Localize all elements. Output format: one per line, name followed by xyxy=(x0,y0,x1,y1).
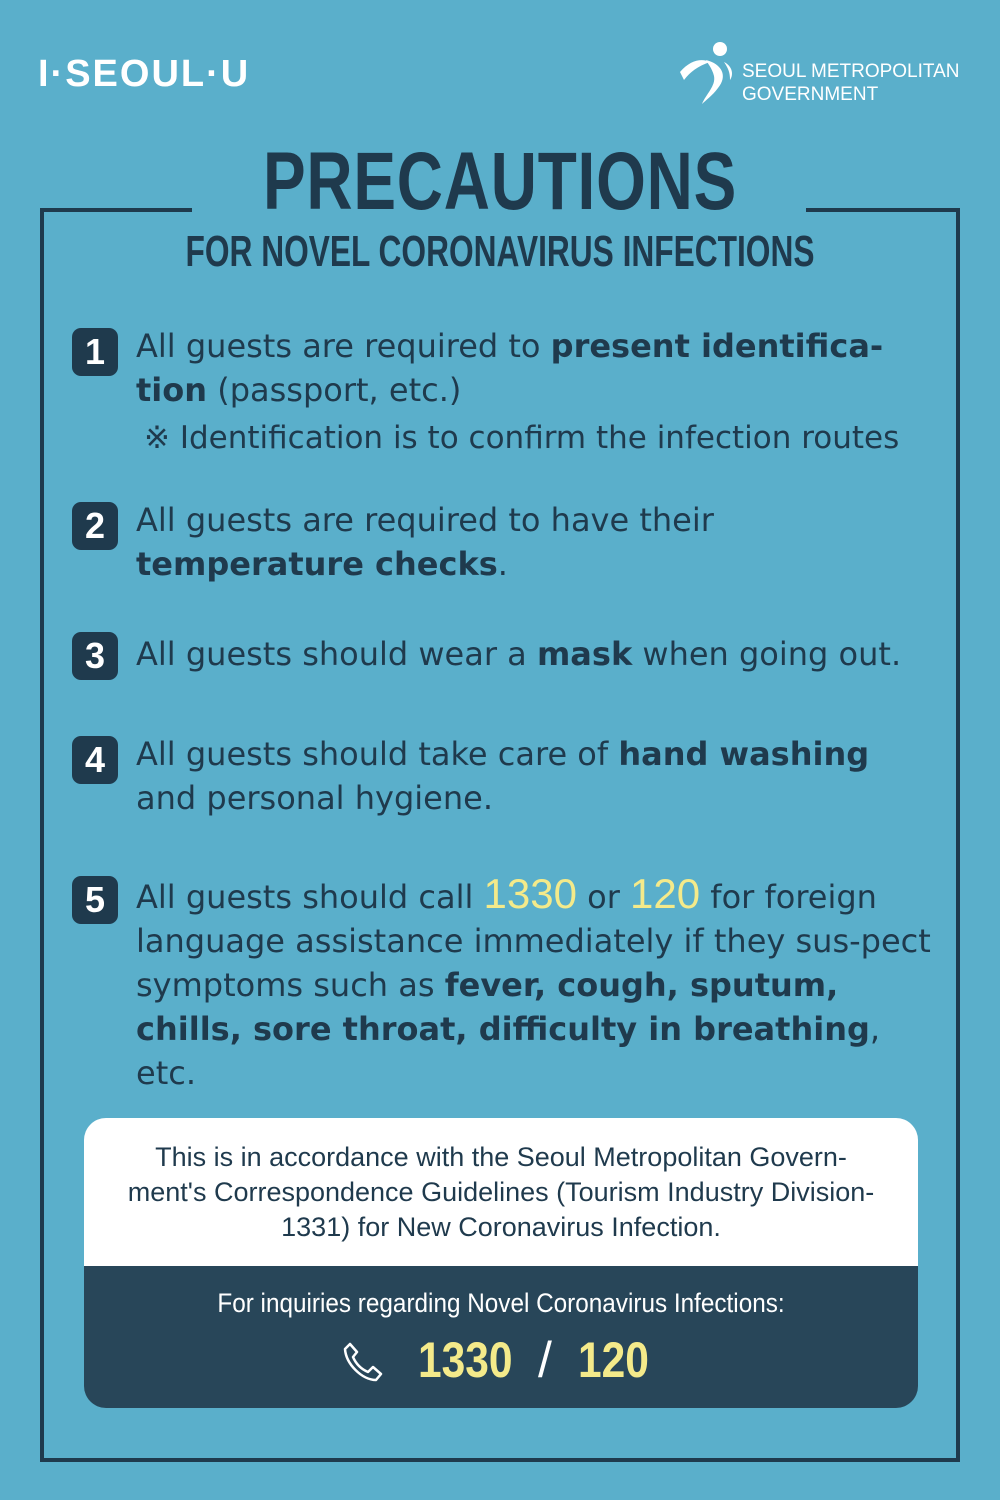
phone-icon xyxy=(340,1340,386,1384)
phone-numbers xyxy=(84,1330,918,1390)
item-number-badge: 5 xyxy=(72,876,118,924)
item-number-badge: 3 xyxy=(72,632,118,680)
notice-text: This is in accordance with the Seoul Metropolitan Govern-ment's Correspondence Guidelines (Tourism Industry Division-1331) for New Coronavirus Infection. xyxy=(127,1142,875,1242)
page-title: PRECAUTIONS xyxy=(262,136,738,227)
hotline-number-1330: 1330 xyxy=(483,870,577,917)
item-text: All guests should call 1330 or 120 for foreign language assistance immediately if they sus-pect symptoms such as fever, cough, sputum, chills, sore throat, difficulty in breathing, etc. xyxy=(136,870,931,1092)
notice-panel xyxy=(84,1118,918,1266)
item-number-badge: 1 xyxy=(72,328,118,376)
phone-number-120: 120 xyxy=(578,1332,649,1388)
org-name: SEOUL METROPOLITAN GOVERNMENT xyxy=(742,61,960,105)
inquiry-panel xyxy=(84,1266,918,1408)
seoul-government-logo xyxy=(676,40,966,106)
item-number-badge: 2 xyxy=(72,502,118,550)
item-number-badge: 4 xyxy=(72,736,118,784)
inquiry-label: For inquiries regarding Novel Coronavirus Infections: xyxy=(217,1288,785,1318)
seoul-symbol-icon xyxy=(676,40,738,106)
page-subtitle: FOR NOVEL CORONAVIRUS INFECTIONS xyxy=(185,227,815,276)
info-box xyxy=(84,1118,918,1408)
hotline-number-120: 120 xyxy=(630,870,701,917)
item-note: ※ Identification is to confirm the infection routes xyxy=(144,420,900,456)
item-text: All guests should take care of hand washing and personal hygiene. xyxy=(136,735,870,817)
phone-separator: / xyxy=(538,1332,552,1388)
phone-number-1330: 1330 xyxy=(418,1332,513,1388)
item-text: All guests should wear a mask when going out. xyxy=(136,635,902,673)
item-text: All guests are required to have their temperature checks. xyxy=(136,501,714,583)
item-text: All guests are required to present identifica-tion (passport, etc.) ※ Identification is to confirm the infection routes xyxy=(136,324,946,460)
iseoulu-logo: I·SEOUL·U xyxy=(38,53,251,95)
